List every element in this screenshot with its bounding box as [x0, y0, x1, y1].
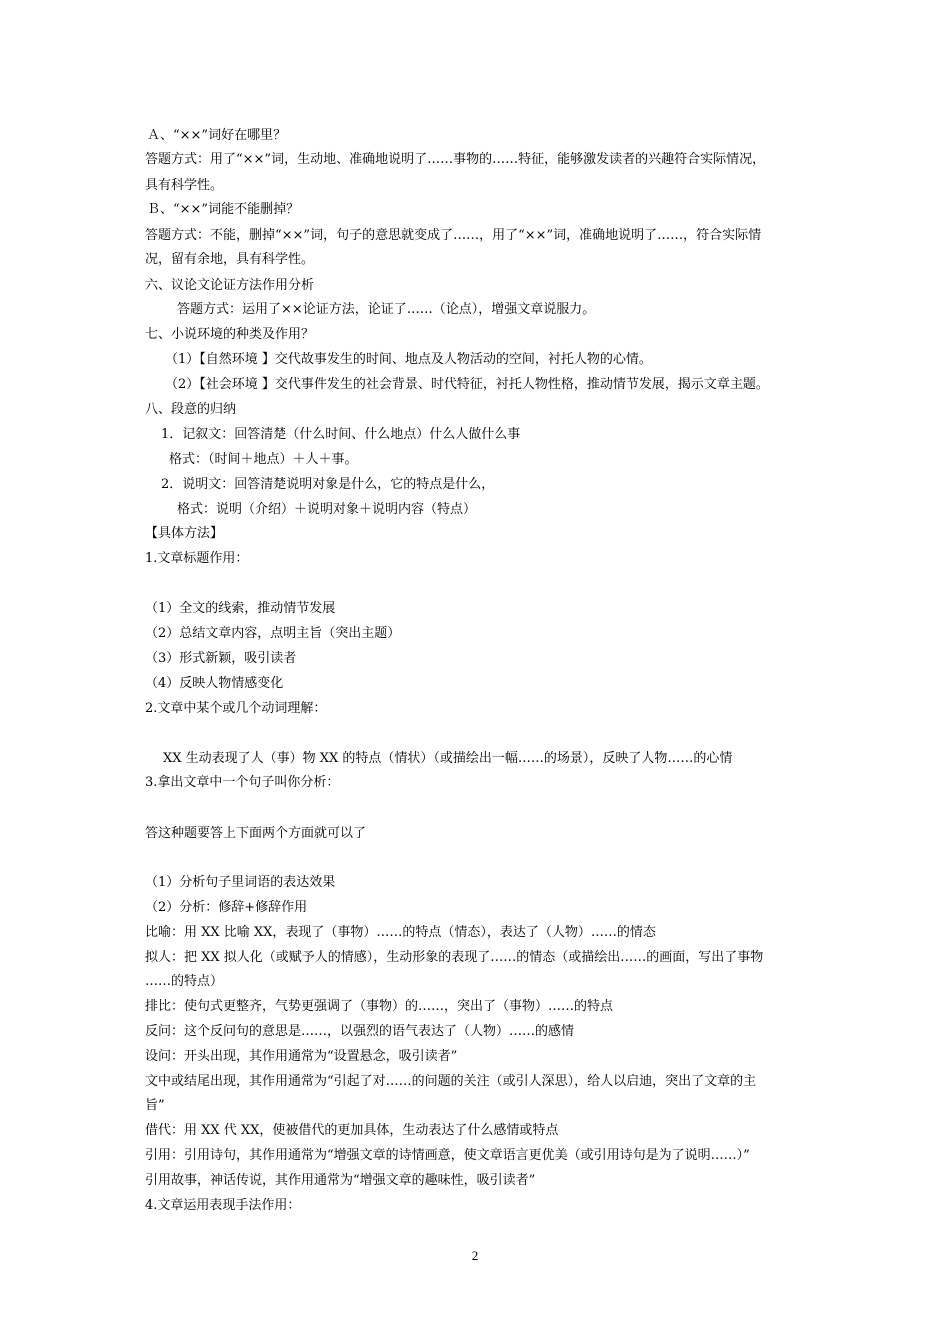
text-line: 六、议论文论证方法作用分析	[145, 278, 315, 293]
text-line: XX 生动表现了人（事）物 XX 的特点（情状）（或描绘出一幅……的场景），反映了人物……的心情	[163, 751, 733, 766]
text-line: 2.文章中某个或几个动词理解：	[145, 701, 327, 716]
text-line: 引用：引用诗句，其作用通常为“增强文章的诗情画意，使文章语言更优美（或引用诗句是为了说明……）”	[145, 1148, 750, 1163]
text-line: 借代：用 XX 代 XX，使被借代的更加具体，生动表达了什么感情或特点	[145, 1123, 559, 1138]
page-number: 2	[471, 1248, 479, 1263]
text-line: （3）形式新颖，吸引读者	[145, 651, 297, 666]
text-line: 八、段意的归纳	[145, 402, 237, 417]
text-line: 格式：说明（介绍）＋说明对象＋说明内容（特点）	[177, 502, 477, 517]
text-line: 设问：开头出现，其作用通常为“设置悬念，吸引读者”	[145, 1049, 458, 1064]
text-line: （2）总结文章内容，点明主旨（突出主题）	[145, 626, 401, 641]
text-line: ……的特点）	[145, 974, 224, 989]
text-line: 文中或结尾出现，其作用通常为“引起了对……的问题的关注（或引人深思），给人以启迪，突出了文章的主	[145, 1074, 757, 1089]
text-line: 引用故事，神话传说，其作用通常为“增强文章的趣味性，吸引读者”	[145, 1173, 536, 1188]
text-line: Ｂ、“××”词能不能删掉？	[147, 202, 300, 217]
text-line: （1）【自然环境 】交代故事发生的时间、地点及人物活动的空间，衬托人物的心情。	[165, 352, 652, 367]
text-line: 况，留有余地，具有科学性。	[145, 252, 315, 267]
text-line: （2）【社会环境 】交代事件发生的社会背景、时代特征，衬托人物性格，推动情节发展，揭示文章主题。	[165, 377, 769, 392]
text-line: （2）分析：修辞+修辞作用	[145, 900, 308, 915]
text-line: 3.拿出文章中一个句子叫你分析：	[145, 775, 340, 790]
text-line: （1）全文的线索，推动情节发展	[145, 601, 336, 616]
text-line: 七、小说环境的种类及作用？	[145, 327, 315, 342]
text-line: 2．说明文：回答清楚说明对象是什么，它的特点是什么，	[161, 477, 495, 492]
text-line: （1）分析句子里词语的表达效果	[145, 875, 336, 890]
text-line: 比喻：用 XX 比喻 XX，表现了（事物）……的特点（情态），表达了（人物）……的情态	[145, 925, 656, 940]
text-line: 拟人：把 XX 拟人化（或赋予人的情感），生动形象的表现了……的情态（或描绘出……的画面，写出了事物	[145, 950, 764, 965]
text-line: （4）反映人物情感变化	[145, 676, 284, 691]
text-line: 格式：（时间＋地点）＋人＋事。	[169, 452, 358, 467]
text-line: Ａ、“××”词好在哪里？	[147, 128, 287, 143]
text-line: 答题方式：运用了××论证方法，论证了……（论点），增强文章说服力。	[177, 302, 596, 317]
text-line: 答题方式：不能，删掉“××”词，句子的意思就变成了……，用了“××”词，准确地说明了……，符合实际情	[145, 228, 762, 243]
text-line: 1．记叙文：回答清楚（什么时间、什么地点）什么人做什么事	[161, 427, 521, 442]
text-line: 具有科学性。	[145, 178, 224, 193]
text-line: 反问：这个反问句的意思是……，以强烈的语气表达了（人物）……的感情	[145, 1024, 575, 1039]
text-line: 排比：使句式更整齐，气势更强调了（事物）的……，突出了（事物）……的特点	[145, 999, 614, 1014]
text-line: 旨”	[145, 1098, 165, 1113]
text-line: 答题方式：用了“××”词，生动地、准确地说明了……事物的……特征，能够激发读者的兴趣符合实际情况，	[145, 152, 766, 167]
text-line: 1.文章标题作用：	[145, 551, 249, 566]
text-line: 答这种题要答上下面两个方面就可以了	[145, 826, 367, 841]
text-line: 【具体方法】	[145, 526, 224, 541]
text-line: 4.文章运用表现手法作用：	[145, 1198, 301, 1213]
